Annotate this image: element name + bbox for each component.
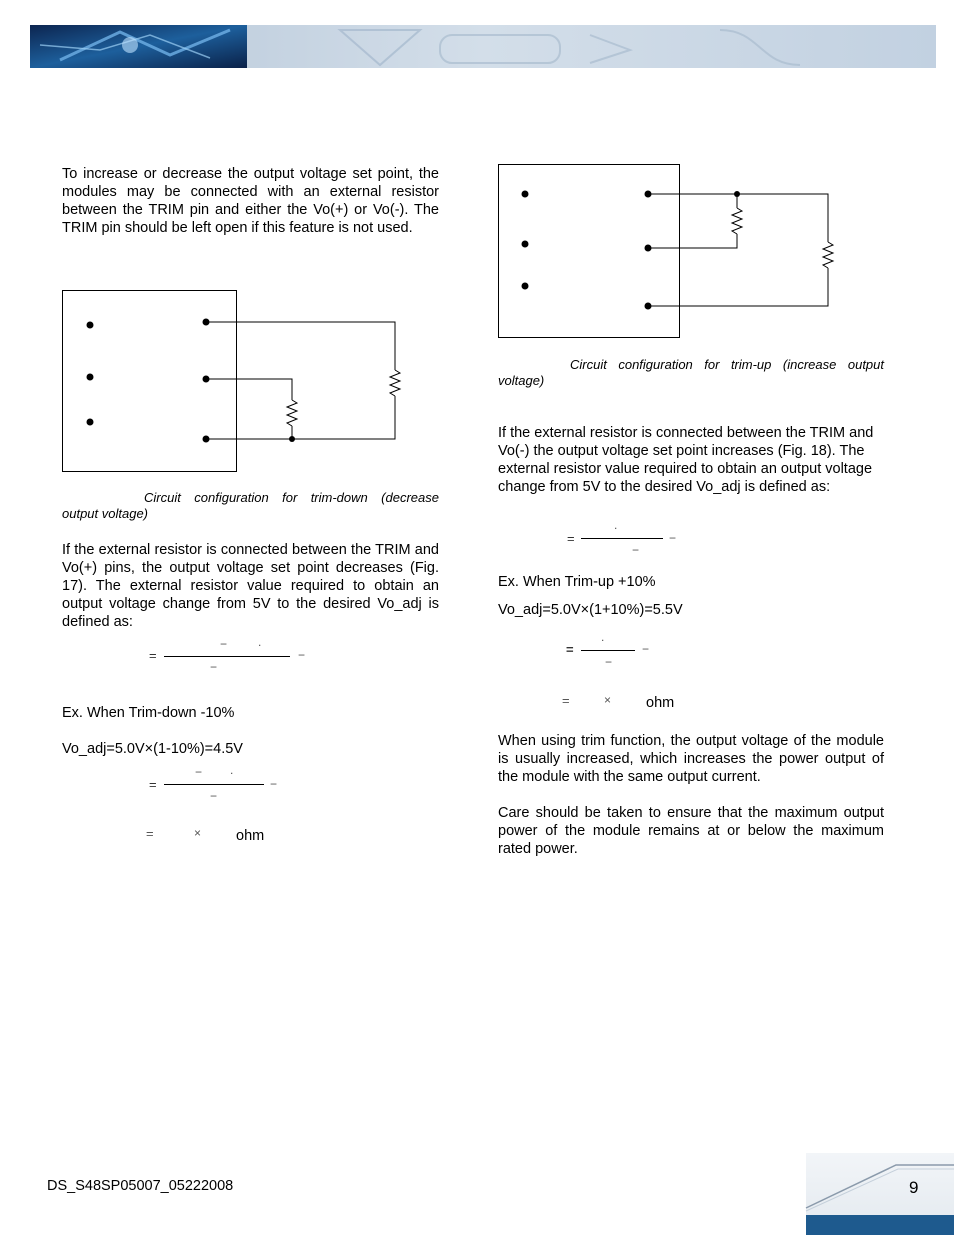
trim-down-example-calc: Vo_adj=5.0V×(1-10%)=4.5V — [62, 741, 243, 757]
trim-down-caption: Circuit configuration for trim-down (decrease output voltage) — [62, 490, 439, 521]
trim-up-paragraph: If the external resistor is connected between the TRIM and Vo(-) the output voltage set point increases (Fig. 18). The external resistor value required to obtain an output voltage change from 5V to the desired Vo_adj is defined as: — [498, 425, 874, 495]
intro-paragraph: To increase or decrease the output voltage set point, the modules may be connected with an external resistor between the TRIM pin and either the Vo(+) or Vo(-). The TRIM pin should be left open if this feature is not used. — [62, 166, 439, 236]
document-id: DS_S48SP05007_05222008 — [47, 1178, 234, 1194]
trim-up-circuit-diagram — [498, 164, 858, 344]
header-banner — [0, 0, 954, 70]
page-number: 9 — [909, 1178, 919, 1197]
footer-decoration — [806, 1153, 954, 1235]
trim-power-paragraph: When using trim function, the output voltage of the module is usually increased, which increases the power output of the module with the same output current. — [498, 733, 884, 785]
trim-down-paragraph: If the external resistor is connected between the TRIM and Vo(+) pins, the output voltage set point decreases (Fig. 17). The external resistor value required to obtain an output voltage change from 5V to the desired Vo_adj is defined as: — [62, 542, 439, 630]
trim-care-paragraph: Care should be taken to ensure that the maximum output power of the module remains at or below the maximum rated power. — [498, 805, 884, 857]
trim-down-example-title: Ex. When Trim-down -10% — [62, 705, 235, 721]
trim-up-caption: Circuit configuration for trim-up (increase output voltage) — [498, 357, 884, 388]
trim-up-example-calc: Vo_adj=5.0V×(1+10%)=5.5V — [498, 602, 683, 618]
trim-up-example-title: Ex. When Trim-up +10% — [498, 574, 656, 590]
trim-down-circuit-diagram — [62, 290, 422, 480]
